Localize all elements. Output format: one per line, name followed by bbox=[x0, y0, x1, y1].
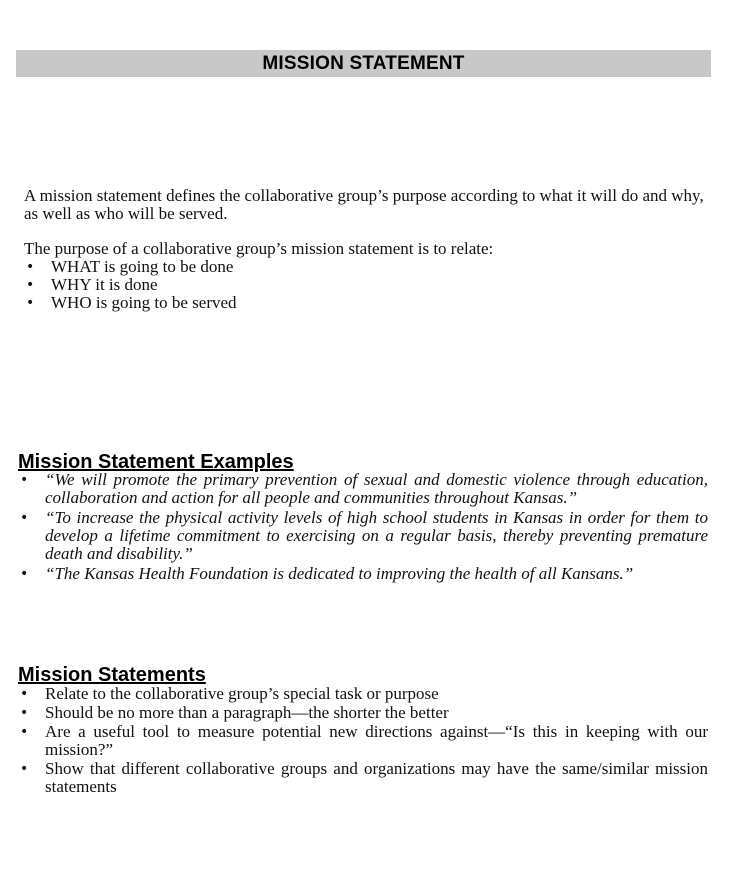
list-item bbox=[18, 471, 708, 507]
bullet-icon: • bbox=[20, 510, 29, 526]
list-item-text: Are a useful tool to measure potential new directions against—“Is this in keeping with our mission?” bbox=[45, 722, 708, 759]
examples-list bbox=[18, 471, 708, 585]
list-item-text: “The Kansas Health Foundation is dedicated to improving the health of all Kansans.” bbox=[45, 564, 634, 583]
list-item-text: WHY it is done bbox=[51, 275, 158, 294]
list-item-text: Should be no more than a paragraph—the shorter the better bbox=[45, 703, 449, 722]
examples-heading: Mission Statement Examples bbox=[18, 451, 294, 473]
bullet-icon: • bbox=[20, 686, 29, 702]
list-item bbox=[24, 276, 714, 294]
purpose-list bbox=[24, 258, 714, 312]
bullet-icon: • bbox=[26, 295, 35, 311]
list-item bbox=[18, 565, 708, 583]
statements-list bbox=[18, 685, 708, 797]
list-item bbox=[18, 704, 708, 722]
list-item bbox=[24, 258, 714, 276]
list-item bbox=[18, 509, 708, 563]
page-title: MISSION STATEMENT bbox=[262, 53, 465, 74]
intro-paragraph: A mission statement defines the collaborative group’s purpose according to what it will do and why, as well as who will be served. bbox=[24, 186, 704, 223]
bullet-icon: • bbox=[26, 259, 35, 275]
list-item-text: Show that different collaborative groups and organizations may have the same/similar mission statements bbox=[45, 759, 708, 796]
purpose-lead: The purpose of a collaborative group’s mission statement is to relate: bbox=[24, 239, 494, 258]
bullet-icon: • bbox=[20, 566, 29, 582]
list-item-text: “We will promote the primary prevention of sexual and domestic violence through education, collaboration and action for all people and communities throughout Kansas.” bbox=[45, 470, 708, 507]
list-item-text: WHAT is going to be done bbox=[51, 257, 234, 276]
list-item bbox=[18, 685, 708, 703]
title-bar bbox=[16, 50, 711, 77]
list-item-text: Relate to the collaborative group’s special task or purpose bbox=[45, 684, 439, 703]
list-item-text: “To increase the physical activity levels of high school students in Kansas in order for them to develop a lifetime commitment to exercising on a regular basis, thereby preventing premature death and disability.” bbox=[45, 508, 708, 563]
bullet-icon: • bbox=[20, 472, 29, 488]
list-item bbox=[24, 294, 714, 312]
bullet-icon: • bbox=[20, 705, 29, 721]
bullet-icon: • bbox=[20, 724, 29, 740]
list-item-text: WHO is going to be served bbox=[51, 293, 237, 312]
bullet-icon: • bbox=[26, 277, 35, 293]
list-item bbox=[18, 760, 708, 796]
bullet-icon: • bbox=[20, 761, 29, 777]
statements-heading: Mission Statements bbox=[18, 664, 206, 686]
list-item bbox=[18, 723, 708, 759]
